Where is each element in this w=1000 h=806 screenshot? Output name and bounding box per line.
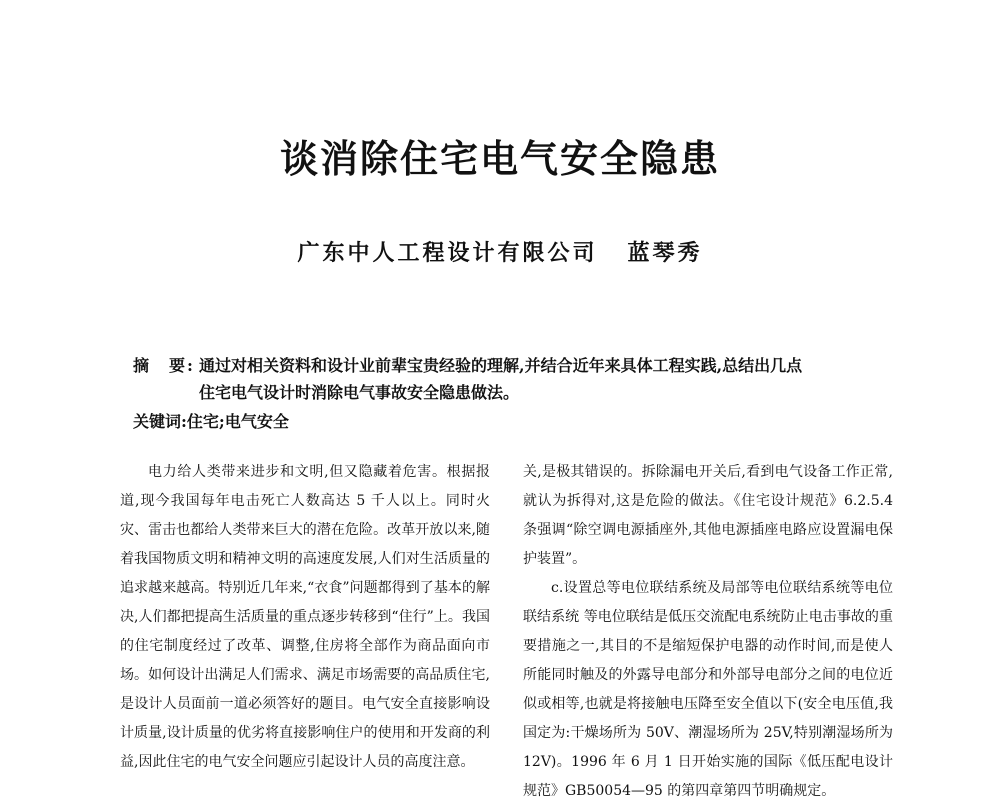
- author: 蓝琴秀: [627, 240, 703, 266]
- abstract-label: 摘 要:: [133, 356, 195, 375]
- abstract: [133, 352, 893, 406]
- keywords-label: 关键词:: [133, 412, 187, 431]
- abstract-text-1: 通过对相关资料和设计业前辈宝贵经验的理解,并结合近年来具体工程实践,总结出几点: [199, 356, 803, 375]
- body-column-right: [523, 458, 893, 806]
- keywords-value: 住宅;电气安全: [186, 412, 289, 431]
- body-paragraph: 电力给人类带来进步和文明,但又隐藏着危害。根据报道,现今我国每年电击死亡人数高达 5 千人以上。同时火灾、雷击也都给人类带来巨大的潜在危险。改革开放以来,随着我国物质文明和精神文明的高速度发展,人们对生活质量的追求越来越高。特别近几年来,“衣食”问题都得到了基本的解决,人们都把提高生活质量的重点逐步转移到“住行”上。我国的住宅制度经过了改革、调整,住房将全部作为商品面向市场。如何设计出满足人们需求、满足市场需要的高品质住宅,是设计人员面前一道必须答好的题目。电气安全直接影响设计质量,设计质量的优劣将直接影响住户的使用和开发商的利益,因此住宅的电气安全问题应引起设计人员的高度注意。: [120, 464, 490, 770]
- byline: [0, 236, 1000, 267]
- keywords: [133, 409, 289, 432]
- body-column-left: [120, 458, 490, 777]
- abstract-text-2: 住宅电气设计时消除电气事故安全隐患做法。: [199, 383, 520, 402]
- affiliation: 广东中人工程设计有限公司: [297, 240, 598, 266]
- body-paragraph: c.设置总等电位联结系统及局部等电位联结系统等电位联结系统 等电位联结是低压交流配电系统防止电击事故的重要措施之一,其目的不是缩短保护电器的动作时间,而是使人所能同时触及的外露导电部分和外部导电部分之间的电位近似或相等,也就是将接触电压降至安全值以下(安全电压值,我国定为:干燥场所为 50V、潮湿场所为 25V,特别潮湿场所为 12V)。1996 年 6 月 1 日开始实施的国际《低压配电设计规范》GB50054—95 的第四章第四节明确规定。: [523, 580, 893, 799]
- body-paragraph-continued: 关,是极其错误的。拆除漏电开关后,看到电气设备工作正常,就认为拆得对,这是危险的做法。《住宅设计规范》6.2.5.4 条强调“除空调电源插座外,其他电源插座电路应设置漏电保护装置”。: [523, 464, 893, 567]
- page-title: 谈消除住宅电气安全隐患: [279, 136, 720, 181]
- abstract-line-1: [133, 352, 893, 379]
